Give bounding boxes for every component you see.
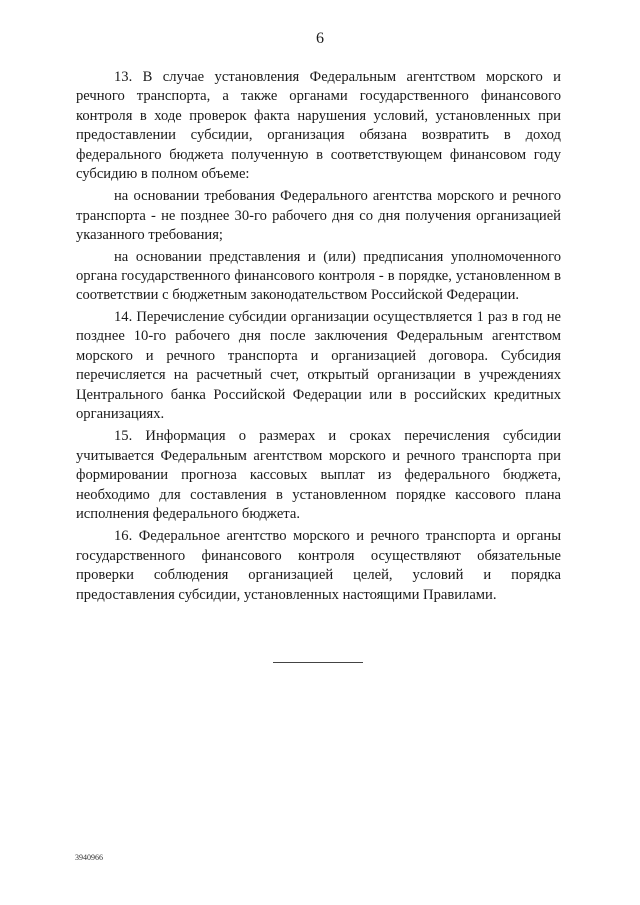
paragraph-13-item-1: на основании требования Федерального агентства морского и речного транспорта - не позднее 30-го рабочего дня со дня получения организацией указанного требования; [76, 188, 561, 244]
paragraph-13-item-2: на основании представления и (или) предписания уполномоченного органа государственного финансового контроля - в порядке, установленном в соответствии с бюджетным законодательством Российской Федерации. [76, 248, 561, 304]
paragraph-15: 15. Информация о размерах и сроках перечисления субсидии учитывается Федеральным агентством морского и речного транспорта при формировании прогноза кассовых выплат из федерального бюджета, необходимо для составления в установленном порядке кассового плана исполнения федерального бюджета. [76, 428, 561, 522]
document-code: 3940966 [75, 853, 103, 862]
document-body [76, 68, 561, 608]
paragraph-13: 13. В случае установления Федеральным агентством морского и речного транспорта, а также органами государственного финансового контроля в ходе проверок факта нарушения условий, установленных при предоставлении субсидии, организация обязана возвратить в доход федерального бюджета полученную в соответствующем финансовом году субсидию в полном объеме: [76, 69, 561, 183]
paragraph-16: 16. Федеральное агентство морского и речного транспорта и органы государственного финансового контроля осуществляют обязательные проверки соблюдения организацией целей, условий и порядка предоставления субсидии, установленных настоящими Правилами. [76, 528, 561, 603]
page-number: 6 [316, 30, 324, 47]
end-divider [273, 662, 363, 663]
paragraph-14: 14. Перечисление субсидии организации осуществляется 1 раз в год не позднее 10-го рабочего дня после заключения Федеральным агентством морского и речного транспорта и организацией договора. Субсидия перечисляется на расчетный счет, открытый организации в учреждениях Центрального банка Российской Федерации или в российских кредитных организациях. [76, 308, 561, 422]
